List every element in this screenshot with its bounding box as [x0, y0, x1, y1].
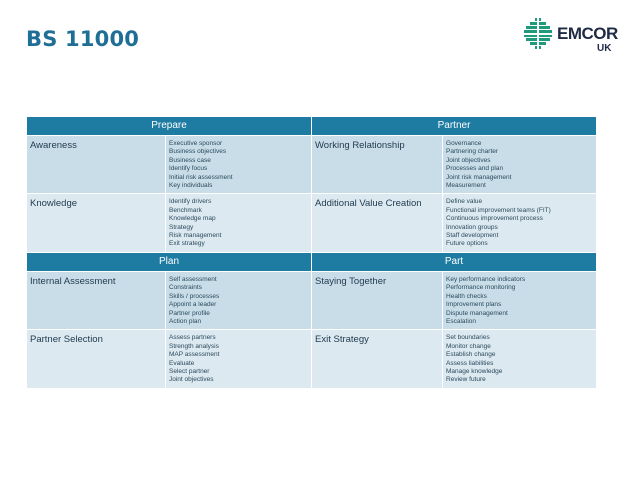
emcor-logo: [520, 14, 620, 64]
list-item: Joint objectives: [169, 376, 214, 384]
list-item: Exit strategy: [169, 240, 205, 248]
stage-items-list: [166, 330, 311, 387]
table-row: [27, 194, 597, 252]
list-item: Business objectives: [169, 148, 227, 156]
slide-title: BS 11000: [26, 27, 140, 51]
list-item: Initial risk assessment: [169, 173, 233, 181]
stage-label: Working Relationship: [315, 140, 405, 151]
bs11000-framework-table: [26, 116, 597, 389]
list-item: Key performance indicators: [446, 275, 526, 283]
list-item: Self assessment: [169, 275, 217, 283]
stage-label-cell: [27, 136, 166, 194]
list-item: Set boundaries: [446, 334, 490, 342]
stage-label: Partner Selection: [30, 334, 103, 346]
section-header-row: [27, 117, 597, 136]
header-prepare: Prepare: [27, 117, 312, 136]
list-item: Evaluate: [169, 359, 195, 367]
stage-label-cell: [312, 330, 443, 388]
stage-label-cell: [27, 194, 166, 252]
list-item: Joint risk management: [446, 173, 512, 181]
stage-label-cell: [312, 136, 443, 194]
list-item: MAP assessment: [169, 351, 220, 359]
list-item: Executive sponsor: [169, 140, 223, 147]
section-header-row: [27, 252, 597, 271]
stage-label-cell: [312, 194, 443, 252]
list-item: Health checks: [446, 292, 487, 300]
list-item: Assess partners: [169, 334, 216, 342]
stage-items-list: [166, 272, 311, 329]
emcor-globe-icon: [520, 16, 556, 52]
stage-label-cell: [27, 330, 166, 388]
list-item: Strategy: [169, 223, 194, 231]
list-item: Benchmark: [169, 206, 202, 214]
list-item: Knowledge map: [169, 215, 216, 223]
list-item: Key individuals: [169, 182, 213, 190]
stage-items-cell: [443, 136, 597, 194]
list-item: Joint objectives: [446, 156, 491, 164]
list-item: Innovation groups: [446, 223, 498, 231]
list-item: Define value: [446, 198, 483, 206]
stage-items-cell: [443, 271, 597, 329]
list-item: Continuous improvement process: [446, 215, 543, 223]
table-row: [27, 271, 597, 329]
stage-items-list: [166, 194, 311, 251]
stage-items-cell: [443, 194, 597, 252]
list-item: Constraints: [169, 284, 202, 292]
logo-sub-text: UK: [597, 43, 612, 54]
list-item: Escalation: [446, 317, 477, 325]
stage-label: Additional Value Creation: [315, 198, 422, 210]
list-item: Manage knowledge: [446, 367, 503, 375]
list-item: Functional improvement teams (FIT): [446, 206, 551, 214]
list-item: Measurement: [446, 182, 486, 190]
stage-label-cell: [312, 271, 443, 329]
header-partner: Partner: [312, 117, 597, 136]
list-item: Governance: [446, 140, 482, 147]
stage-items-cell: [166, 330, 312, 388]
logo-brand-text: EMCOR: [557, 24, 618, 43]
stage-items-list: [443, 136, 596, 193]
list-item: Appoint a leader: [169, 301, 217, 309]
list-item: Partnering charter: [446, 148, 499, 156]
list-item: Review future: [446, 376, 486, 384]
stage-items-list: [443, 272, 596, 329]
list-item: Monitor change: [446, 342, 491, 350]
list-item: Staff development: [446, 232, 499, 240]
header-plan: Plan: [27, 252, 312, 271]
list-item: Partner profile: [169, 309, 210, 317]
list-item: Improvement plans: [446, 301, 502, 309]
stage-items-cell: [443, 330, 597, 388]
stage-items-list: [166, 136, 311, 193]
table-row: [27, 330, 597, 388]
stage-items-list: [443, 194, 596, 251]
list-item: Performance monitoring: [446, 284, 516, 292]
list-item: Dispute management: [446, 309, 508, 317]
stage-label: Awareness: [30, 140, 77, 151]
stage-items-cell: [166, 194, 312, 252]
table-row: [27, 136, 597, 194]
list-item: Establish change: [446, 351, 496, 359]
list-item: Select partner: [169, 367, 210, 375]
list-item: Assess liabilities: [446, 359, 494, 367]
list-item: Risk management: [169, 232, 222, 240]
stage-label: Exit Strategy: [315, 334, 369, 346]
list-item: Skills / processes: [169, 292, 220, 300]
stage-label: Staying Together: [315, 275, 387, 287]
list-item: Action plan: [169, 317, 202, 325]
stage-items-list: [443, 330, 596, 387]
list-item: Processes and plan: [446, 165, 504, 173]
stage-label: Internal Assessment: [30, 275, 116, 287]
stage-items-cell: [166, 271, 312, 329]
list-item: Identify focus: [169, 165, 208, 173]
list-item: Business case: [169, 156, 211, 164]
header-part: Part: [312, 252, 597, 271]
list-item: Strength analysis: [169, 342, 219, 350]
stage-label: Knowledge: [30, 198, 78, 210]
list-item: Identify drivers: [169, 198, 212, 206]
list-item: Future options: [446, 240, 488, 248]
stage-label-cell: [27, 271, 166, 329]
stage-items-cell: [166, 136, 312, 194]
